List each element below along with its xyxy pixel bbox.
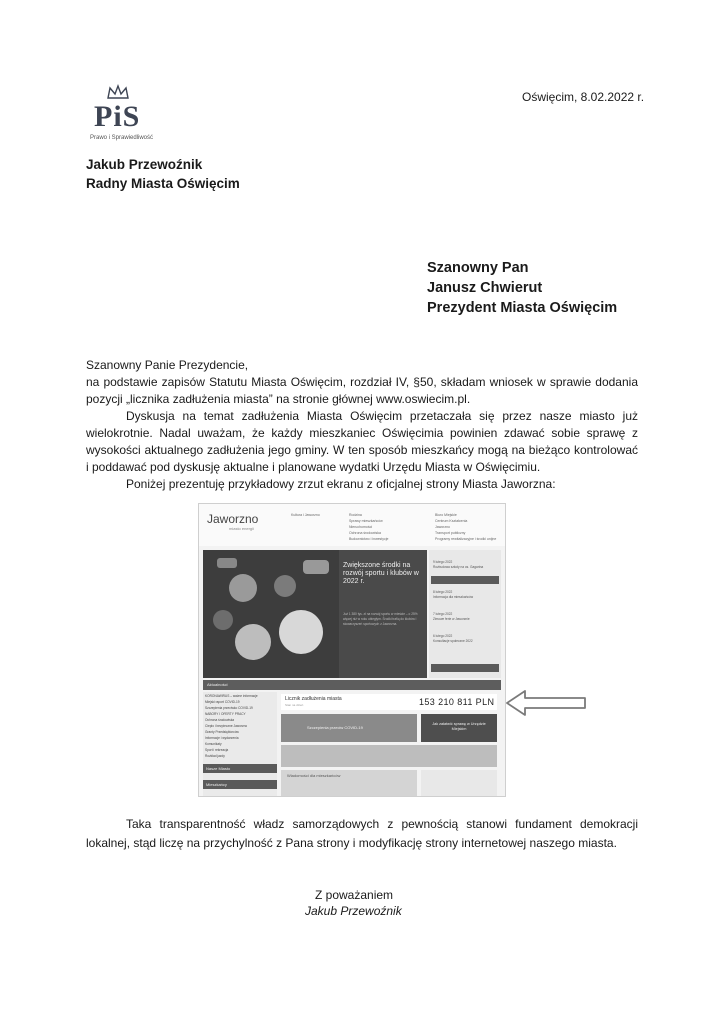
recipient-salutation: Szanowny Pan xyxy=(427,260,529,276)
shot-news-bar xyxy=(203,680,501,690)
greeting: Szanowny Panie Prezydencie, xyxy=(86,358,249,372)
shot-left-head-city: Nasze Miasto xyxy=(203,764,277,773)
debt-counter-box xyxy=(281,694,497,710)
paragraph-request: na podstawie zapisów Statutu Miasta Oświęcim, rozdział IV, §50, składam wniosek w sprawie dodania pozycji „licznika zadłużenia miasta” na stronie głównej www.oswiecim.pl. xyxy=(86,375,638,406)
hero-title: Zwiększone środki na rozwój sportu i klubów w 2022 r. xyxy=(343,562,419,585)
city-office-tile: Jak załatwić sprawę w Urzędzie Miejskim xyxy=(421,714,497,742)
recipient-role: Prezydent Miasta Oświęcim xyxy=(427,300,618,316)
debt-counter-title: Licznik zadłużenia miasta xyxy=(285,696,342,702)
closing-paragraph: Taka transparentność władz samorządowych z pewnością stanowi fundament demokracji lokalnej, stąd liczę na przychylność z Pana strony i modyfikację strony internetowej naszego miasta. xyxy=(86,817,638,850)
shot-logo-subtitle: miasto energii xyxy=(229,526,254,531)
hero-description: Już 1 380 tys. zł na rozwój sportu w mieście – o 25% więcej niż w roku ubiegłym. Środki trafią do klubów i stowarzyszeń sportowych z Jaworzna. xyxy=(343,612,418,626)
covid-vaccination-tile: Szczepienia przeciw COVID-19 xyxy=(281,714,417,742)
sender-name: Jakub Przewoźnik xyxy=(86,157,203,172)
shot-news-box xyxy=(421,770,497,796)
pointer-arrow-icon xyxy=(505,689,587,717)
paragraph-discussion: Dyskusja na temat zadłużenia Miasta Oświęcim przetaczała się przez nasze miasto już wielokrotnie. Nadal uważam, że każdy mieszkaniec Oświęcimia powinien zdawać sobie sprawę z wysokości aktualnego zadłużenia jego gminy. W ten sposób mieszkańcy mogą na bieżąco kontrolować i poddawać pod dyskusję aktualne i planowane wydatki Urzędu Miasta w Oświęcimiu. xyxy=(86,409,638,474)
logo-subtitle: Prawo i Sprawiedliwość xyxy=(90,135,154,141)
sender-block xyxy=(86,155,240,193)
shot-photo-strip xyxy=(281,745,497,767)
shot-header xyxy=(199,504,505,546)
recipient-name: Janusz Chwierut xyxy=(427,280,543,296)
shot-residents-tile: Wiadomości dla mieszkańców xyxy=(281,770,417,796)
party-logo xyxy=(90,84,156,152)
paragraph-example: Poniżej prezentuję przykładowy zrzut ekranu z oficjalnej strony Miasta Jaworzna: xyxy=(126,477,556,491)
sender-role: Radny Miasta Oświęcim xyxy=(86,176,240,191)
regards: Z poważaniem xyxy=(315,888,394,902)
recipient-block xyxy=(427,258,617,318)
shot-nav-col3: Biuro Miejskie Centrum Kształcenia Jaworzno Transport publiczny Programy rewitalizacyjne i środki unijne xyxy=(435,513,497,541)
shot-bar-label: Aktualności xyxy=(207,682,228,687)
embedded-website-screenshot xyxy=(198,503,506,797)
shot-nav-col2: Rodzina Sprawy mieszkańców Nieruchomości Ochrona środowiska Budownictwo i inwestycje xyxy=(349,513,389,541)
shot-logo: Jaworzno xyxy=(207,512,259,526)
debt-counter-value: 153 210 811 PLN xyxy=(419,697,495,707)
shot-news-sidebar: 9 lutego 2022 Rozbudowa szkoły na os. Gagarina 8 lutego 2022 Informacja dla mieszkańców 7 lutego 2022 Zimowe ferie w Jaworznie 6 lutego 2022 Konsultacje społeczne 2022 xyxy=(429,550,501,678)
letter-body xyxy=(86,357,638,493)
debt-counter-subtitle: Stan na dzień xyxy=(285,703,304,707)
shot-nav-col1: Kultura i Jaworzno xyxy=(291,513,320,517)
logo-text: PiS xyxy=(94,100,141,133)
shot-left-head-residents: Mieszkańcy xyxy=(203,780,277,789)
sports-balls-illustration xyxy=(203,550,339,678)
shot-hero-banner xyxy=(203,550,427,678)
signature: Jakub Przewoźnik xyxy=(305,904,402,918)
shot-left-menu: KORONAWIRUS – ważne informacje Miejski raport COVID-19 Szczepienia przeciwko COVID-19 NABORY I OFERTY PRACY Ochrona środowiska Ciepło i bezpieczne Jaworzno Granty Przedsiębiorców Informacje i wydarzenia Komunikaty Sport i rekreacja Rozkład jazdy Nasze Miasto Mieszkańcy xyxy=(203,692,277,796)
letter-date: Oświęcim, 8.02.2022 r. xyxy=(522,90,645,104)
